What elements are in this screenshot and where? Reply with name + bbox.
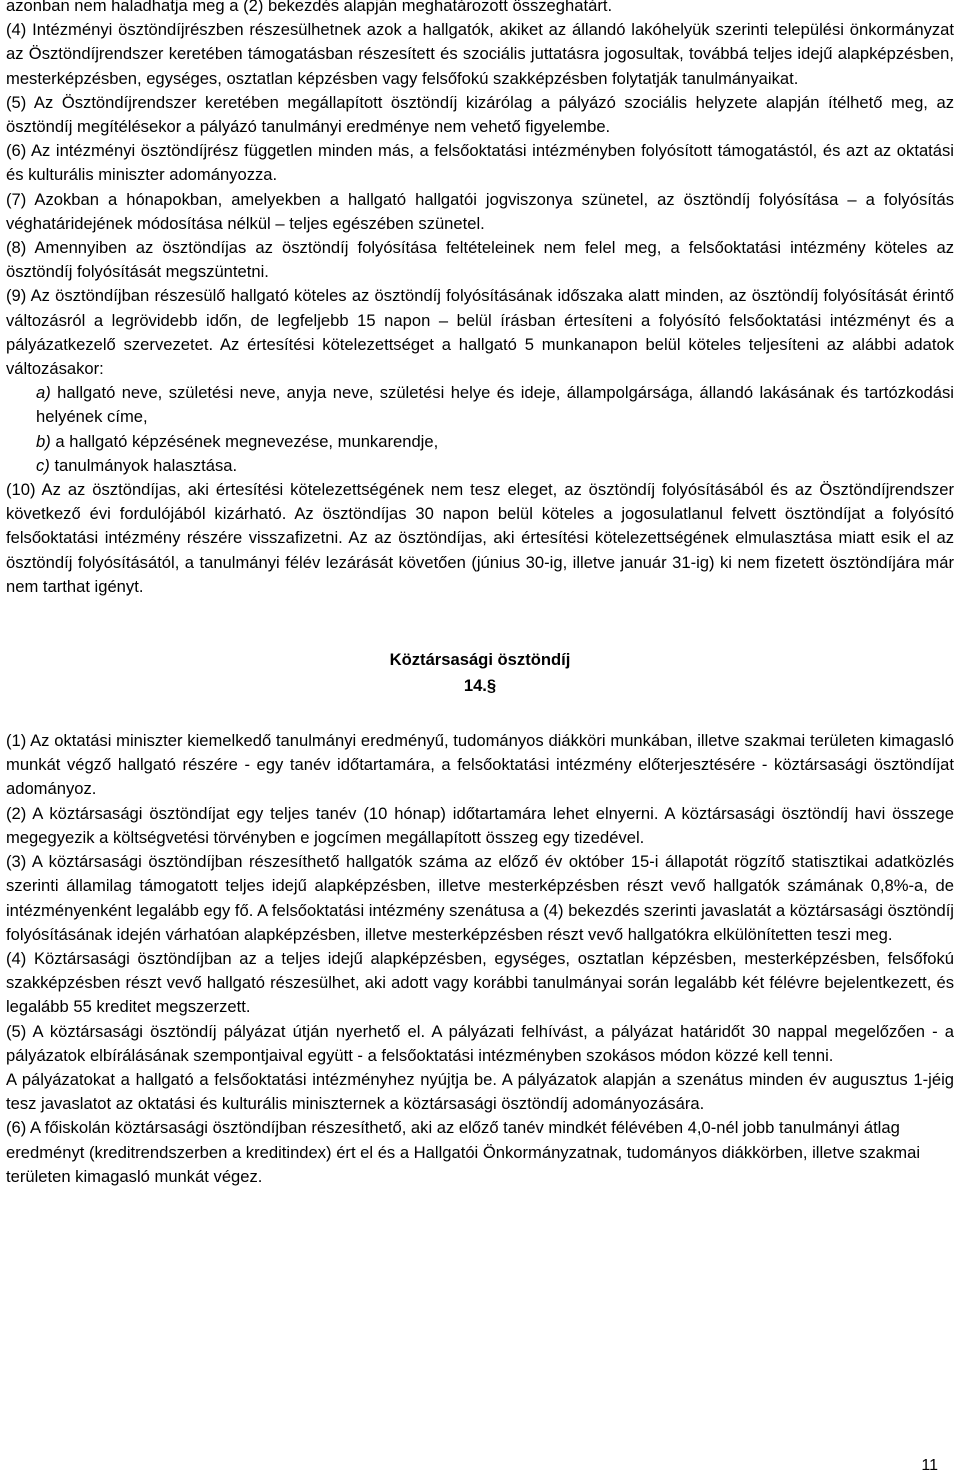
list-item-text: hallgató neve, születési neve, anyja neve, születési helye és ideje, állampolgársága, állandó lakásának és tartózkodási helyének címe, — [36, 383, 954, 427]
list-item-a — [6, 381, 954, 429]
document-page — [6, 0, 954, 1189]
paragraph-9: (9) Az ösztöndíjban részesülő hallgató köteles az ösztöndíj folyósításának időszaka alatt minden, az ösztöndíj folyósítását érintő változásról a legrövidebb időn, de legfeljebb 15 napon – belül írásban értesíteni a folyósító felsőoktatási intézményt és a pályázatkezelő szervezetet. Az értesítési kötelezettséget a hallgató 5 munkanapon belül köteles teljesíteni az alábbi adatok változásakor: — [6, 286, 954, 379]
paragraph-6: (6) Az intézményi ösztöndíjrész független minden más, a felsőoktatási intézményben folyósított támogatástól, és azt az oktatási és kulturális miniszter adományozza. — [6, 141, 954, 185]
section-paragraph-4: (4) Köztársasági ösztöndíjban az a teljes idejű alapképzésben, egységes, osztatlan képzésben, mesterképzésben, felsőfokú szakképzésben részt vevő hallgató részesülhet, aki adott vagy korábbi tanulmányai során legalább két félévre bejelentkezett, és legalább 55 kreditet megszerzett. — [6, 948, 954, 1017]
page-number: 11 — [921, 1457, 938, 1474]
section-paragraph-5-continued: A pályázatokat a hallgató a felsőoktatási intézményhez nyújtja be. A pályázatok alapján a szenátus minden év augusztus 1-jéig tesz javaslatot az oktatási és kulturális miniszternek a köztársasági ösztöndíj adományozására. — [6, 1069, 954, 1114]
list-item-b — [6, 430, 954, 454]
paragraph-10: (10) Az az ösztöndíjas, aki értesítési kötelezettségének nem tesz eleget, az ösztöndíj folyósításából és az Ösztöndíjrendszer következő évi fordulójából kizárható. Az ösztöndíjas 30 napon belül köteles a jogosulatlanul felvett ösztöndíjat a folyósító felsőoktatási intézmény részére visszafizetni. Az az ösztöndíjas, aki értesítési kötelezettségének elmulasztása miatt esik el az ösztöndíj folyósításától, a tanulmányi félév lezárását követően (június 30-ig, illetve január 31-ig) ki nem fizetett ösztöndíjára már nem tarthat igényt. — [6, 480, 954, 596]
section-paragraph-5: (5) A köztársasági ösztöndíj pályázat útján nyerhető el. A pályázati felhívást, a pályázat határidőt 30 nappal megelőzően - a pályázatok elbírálásának szempontjaival együtt - a felsőoktatási intézményben szokásos módon közzé kell tenni. — [6, 1021, 954, 1065]
section-heading — [6, 647, 954, 699]
list-item-text: a hallgató képzésének megnevezése, munkarendje, — [50, 431, 439, 451]
section-title: Köztársasági ösztöndíj — [389, 650, 571, 670]
list-marker: a) — [36, 383, 51, 403]
section-paragraph-3: (3) A köztársasági ösztöndíjban részesíthető hallgatók száma az előző év október 15-i állapotát rögzítő statisztikai adatközlés szerinti államilag támogatott teljes idejű alapképzésben, illetve mesterképzésben részt vevő hallgatók számának 0,8%-a, de intézményenként legalább egy fő. A felsőoktatási intézmény szenátusa a (4) bekezdés szerinti javaslatát a köztársasági ösztöndíj folyósításának idején várhatóan alapképzésben, illetve mesterképzésben részt vevő hallgatókra elkülönítetten teszi meg. — [6, 852, 954, 944]
paragraph-5: (5) Az Ösztöndíjrendszer keretében megállapított ösztöndíj kizárólag a pályázó szociális helyzete alapján ítélhető meg, az ösztöndíj megítélésekor a pályázó tanulmányi eredménye nem vehető figyelembe. — [6, 92, 954, 137]
section-paragraph-2: (2) A köztársasági ösztöndíjat egy teljes tanév (10 hónap) időtartamára lehet elnyerni. A köztársasági ösztöndíj havi összege megegyezik a költségvetési törvényben e jogcímen megállapított összeg egy tizedével. — [6, 803, 954, 847]
list-item-text: tanulmányok halasztása. — [49, 455, 238, 475]
paragraph-continuation: azonban nem haladhatja meg a (2) bekezdés alapján meghatározott összeghatárt. — [6, 0, 613, 15]
paragraph-4: (4) Intézményi ösztöndíjrészben részesülhetnek azok a hallgatók, akiket az állandó lakóhelyük szerinti települési önkormányzat az Ösztöndíjrendszer keretében támogatásban részesített és szociális juttatásra jogosultak, továbbá teljes idejű alapképzésben, mesterképzésben, egységes, osztatlan képzésben vagy felsőfokú szakképzésben folytatják tanulmányaikat. — [6, 20, 954, 88]
list-item-c — [6, 454, 954, 478]
section-paragraph-1: (1) Az oktatási miniszter kiemelkedő tanulmányi eredményű, tudományos diákköri munkában, illetve szakmai területen kimagasló munkát végző hallgató részére - egy tanév időtartamára, a felsőoktatási intézmény előterjesztésére - köztársasági ösztöndíjat adományoz. — [6, 731, 954, 799]
list-marker: b) — [36, 431, 51, 451]
paragraph-7: (7) Azokban a hónapokban, amelyekben a hallgató hallgatói jogviszonya szünetel, az ösztöndíj folyósítása – a folyósítás véghatáridejének módosítása nélkül – teljes egészében szünetel. — [6, 189, 954, 233]
list-marker: c) — [36, 455, 50, 475]
section-paragraph-6: (6) A főiskolán köztársasági ösztöndíjban részesíthető, aki az előző tanév mindkét félévében 4,0-nél jobb tanulmányi átlag eredményt (kreditrendszerben a kreditindex) ért el és a Hallgatói Önkormányzatnak, tudományos diákkörben, illetve szakmai területen kimagasló munkát végez. — [6, 1118, 921, 1186]
paragraph-8: (8) Amennyiben az ösztöndíjas az ösztöndíj folyósítása feltételeinek nem felel meg, a felsőoktatási intézmény köteles az ösztöndíj folyósítását megszüntetni. — [6, 238, 954, 282]
section-number: 14.§ — [463, 676, 497, 696]
